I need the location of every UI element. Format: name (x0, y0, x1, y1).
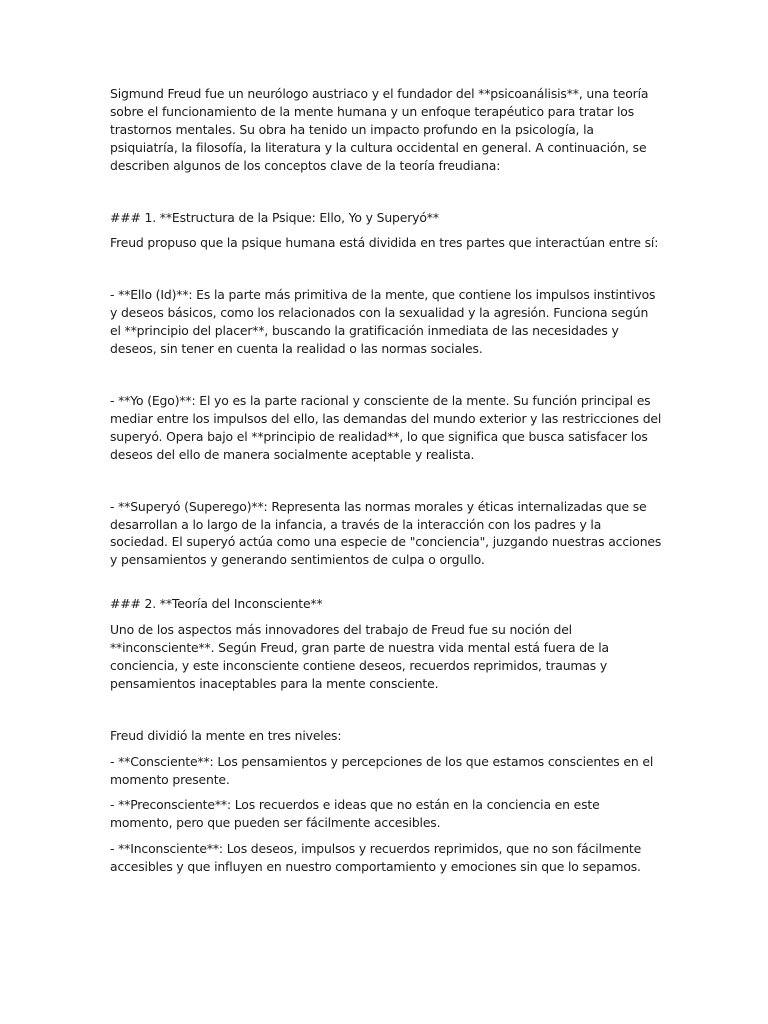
list-item-superyo: - **Superyó (Superego)**: Representa las normas morales y éticas internalizadas que se desarrollan a lo largo de la infancia, a través de la interacción con los padres y la sociedad. El superyó actúa como una especie de "conciencia", juzgando nuestras acciones y pensamientos y generando sentimientos de culpa o orgullo. (110, 498, 662, 568)
list-item-ello: - **Ello (Id)**: Es la parte más primitiva de la mente, que contiene los impulsos instintivos y deseos básicos, como los relacionados con la sexualidad y la agresión. Funciona según el **principio del placer**, buscando la gratificación inmediata de las necesidades y deseos, sin tener en cuenta la realidad o las normas sociales. (110, 287, 656, 357)
intro-paragraph: Sigmund Freud fue un neurólogo austriaco y el fundador del **psicoanálisis**, una teoría sobre el funcionamiento de la mente humana y un enfoque terapéutico para tratar los trastornos mentales. Su obra ha tenido un impacto profundo en la psicología, la psiquiatría, la filosofía, la literatura y la cultura occidental en general. A continuación, se describen algunos de los conceptos clave de la teoría freudiana: (110, 86, 649, 173)
level-item-consciente: - **Consciente**: Los pensamientos y percepciones de los que estamos conscientes en el momento presente. (110, 753, 654, 787)
level-item-preconsciente: - **Preconsciente**: Los recuerdos e ideas que no están en la conciencia en este momento, pero que pueden ser fácilmente accesibles. (110, 797, 600, 831)
level-item-inconsciente: - **Inconsciente**: Los deseos, impulsos y recuerdos reprimidos, que no son fácilmente accesibles y que influyen en nuestro comportamiento y emociones sin que lo sepamos. (110, 841, 642, 875)
levels-lead: Freud dividió la mente en tres niveles: (110, 727, 342, 743)
section-2-body: Uno de los aspectos más innovadores del trabajo de Freud fue su noción del **inconsciente**. Según Freud, gran parte de nuestra vida mental está fuera de la conciencia, y este inconsciente contiene deseos, recuerdos reprimidos, traumas y pensamientos inaceptables para la mente consciente. (110, 622, 609, 691)
list-item-yo: - **Yo (Ego)**: El yo es la parte racional y consciente de la mente. Su función principal es mediar entre los impulsos del ello, las demandas del mundo exterior y las restricciones del superyó. Opera bajo el **principio de realidad**, lo que significa que busca satisfacer los deseos del ello de manera socialmente aceptable y realista. (110, 392, 662, 462)
section-1-heading: ### 1. **Estructura de la Psique: Ello, Yo y Superyó** (110, 209, 439, 225)
document-page (110, 85, 662, 884)
section-2-heading: ### 2. **Teoría del Inconsciente** (110, 596, 323, 612)
section-1-lead: Freud propuso que la psique humana está dividida en tres partes que interactúan entre sí: (110, 235, 659, 251)
